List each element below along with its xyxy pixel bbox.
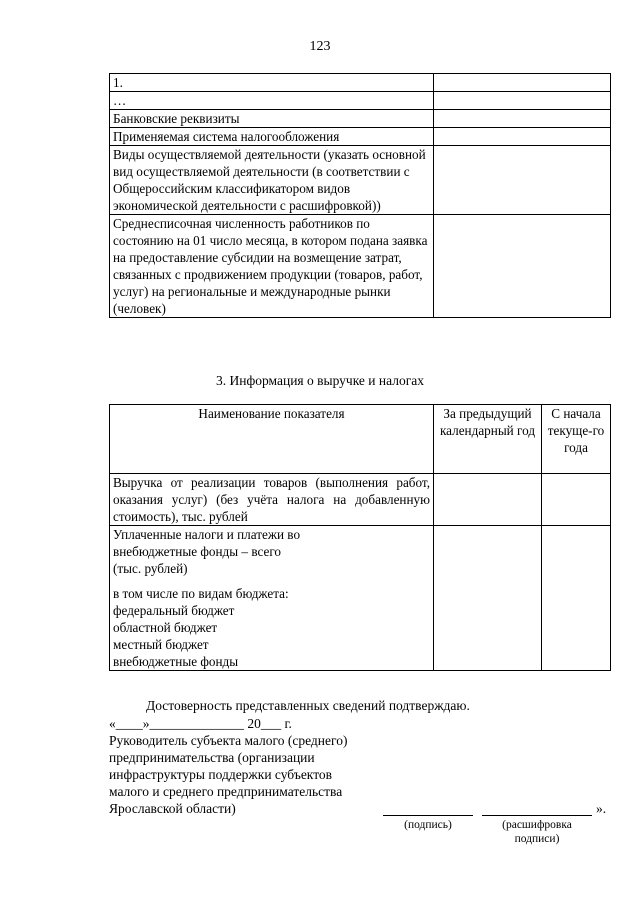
signature-caption: (подпись) — [404, 819, 452, 831]
cell-empty — [434, 526, 542, 671]
taxes-line: в том числе по видам бюджета: — [113, 586, 289, 601]
cell-empty — [542, 474, 611, 526]
table-row — [110, 74, 611, 92]
row-value — [434, 215, 611, 318]
row-value — [434, 146, 611, 215]
header-previous-year: За предыдущий календарный год — [434, 405, 542, 474]
row-label: 1. — [110, 74, 434, 92]
row-label: Виды осуществляемой деятельности (указать основной вид осуществляемой деятельности (в соответствии с Общероссийским классификатором видов экономической деятельности с расшифровкой)) — [110, 146, 434, 215]
taxes-line: местный бюджет — [113, 637, 209, 652]
taxes-line: внебюджетные фонды – всего — [113, 544, 282, 559]
row-value — [434, 92, 611, 110]
row-value — [434, 110, 611, 128]
row-label: Применяемая система налогообложения — [110, 128, 434, 146]
row-taxes — [110, 526, 434, 671]
header-indicator: Наименование показателя — [110, 405, 434, 474]
signatory-line: Ярославской области) — [109, 801, 236, 816]
row-label: … — [110, 92, 434, 110]
row-value — [434, 128, 611, 146]
closing-quote: ». — [596, 801, 607, 816]
taxes-line: внебюджетные фонды — [113, 654, 239, 669]
signatory-line: малого и среднего предпринимательства — [109, 784, 343, 799]
table-row — [110, 474, 611, 526]
decode-line — [482, 815, 592, 816]
signatory-title — [109, 732, 389, 817]
confirmation-text: Достоверность представленных сведений подтверждаю. — [146, 698, 470, 713]
section-title: 3. Информация о выручке и налогах — [216, 373, 424, 388]
taxes-line: областной бюджет — [113, 620, 218, 635]
taxes-line: федеральный бюджет — [113, 603, 235, 618]
header-current-year: С начала текуще-го года — [542, 405, 611, 474]
table-row — [110, 128, 611, 146]
table-row — [110, 92, 611, 110]
table-row — [110, 146, 611, 215]
revenue-taxes-table — [109, 404, 611, 671]
decode-caption: (расшифровка подписи) — [502, 819, 572, 845]
cell-empty — [542, 526, 611, 671]
signatory-line: Руководитель субъекта малого (среднего) — [109, 733, 348, 748]
row-label: Банковские реквизиты — [110, 110, 434, 128]
signature-line — [383, 815, 473, 816]
taxes-line: (тыс. рублей) — [113, 561, 188, 576]
table-row — [110, 110, 611, 128]
page-number: 123 — [309, 39, 331, 54]
taxes-line: Уплаченные налоги и платежи во — [113, 527, 301, 542]
row-revenue: Выручка от реализации товаров (выполнения работ, оказания услуг) (без учёта налога на добавленную стоимость), тыс. рублей — [110, 474, 434, 526]
cell-empty — [434, 474, 542, 526]
row-label: Среднесписочная численность работников по состоянию на 01 число месяца, в котором подана заявка на предоставление субсидии на возмещение затрат, связанных с продвижением продукции (товаров, работ, услуг) на региональные и международные рынки (человек) — [110, 215, 434, 318]
signatory-line: предпринимательства (организации — [109, 750, 315, 765]
row-value — [434, 74, 611, 92]
date-line: «____»______________ 20___ г. — [109, 716, 292, 731]
signatory-line: инфраструктуры поддержки субъектов — [109, 767, 333, 782]
table-row — [110, 526, 611, 671]
organization-info-table — [109, 73, 611, 318]
table-row — [110, 215, 611, 318]
table-header-row — [110, 405, 611, 474]
